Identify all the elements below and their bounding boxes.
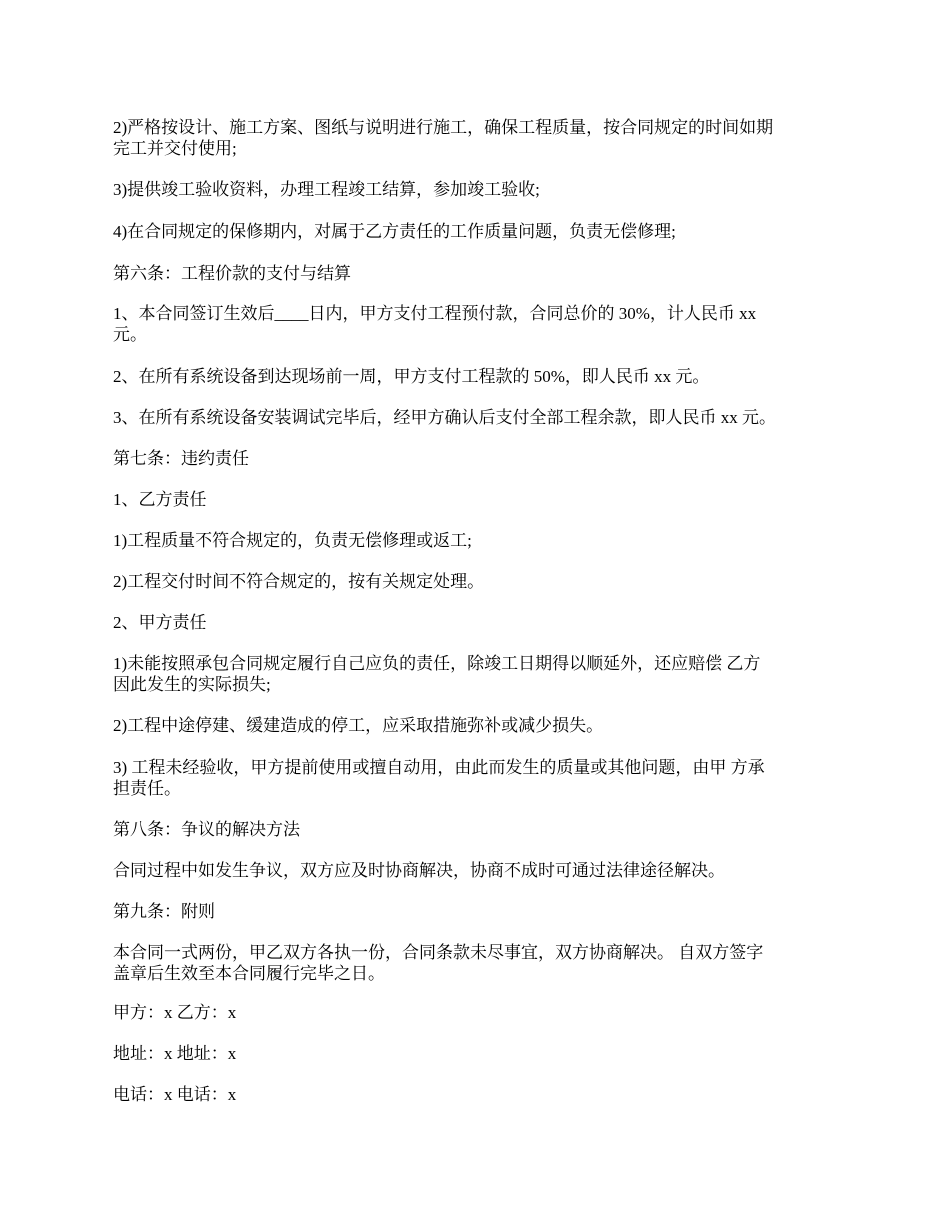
paragraph bbox=[113, 366, 843, 387]
paragraph bbox=[113, 263, 843, 284]
text-line: 2)工程交付时间不符合规定的，按有关规定处理。 bbox=[113, 572, 485, 591]
paragraph bbox=[113, 942, 843, 984]
text-line: 地址：x 地址：x bbox=[113, 1044, 237, 1063]
text-line: 2)工程中途停建、缓建造成的停工，应采取措施弥补或减少损失。 bbox=[113, 716, 604, 735]
paragraph bbox=[113, 303, 843, 345]
text-line: 1)未能按照承包合同规定履行自己应负的责任，除竣工日期得以顺延外，还应赔偿 乙方 bbox=[113, 654, 761, 673]
text-line: 本合同一式两份，甲乙双方各执一份，合同条款未尽事宜，双方协商解决。 自双方签字 bbox=[113, 943, 764, 962]
text-line: 3)提供竣工验收资料，办理工程竣工结算，参加竣工验收; bbox=[113, 180, 540, 199]
paragraph bbox=[113, 179, 843, 200]
paragraph bbox=[113, 819, 843, 840]
paragraph bbox=[113, 117, 843, 159]
paragraph bbox=[113, 715, 843, 736]
text-line: 因此发生的实际损失; bbox=[113, 675, 271, 694]
text-line: 4)在合同规定的保修期内，对属于乙方责任的工作质量问题，负责无偿修理; bbox=[113, 222, 676, 241]
paragraph bbox=[113, 860, 843, 881]
paragraph bbox=[113, 221, 843, 242]
paragraph bbox=[113, 612, 843, 633]
text-line: 1、本合同签订生效后____日内，甲方支付工程预付款，合同总价的 30%，计人民币 xx bbox=[113, 304, 757, 323]
text-line: 1、乙方责任 bbox=[113, 490, 207, 509]
paragraph bbox=[113, 901, 843, 922]
text-line: 合同过程中如发生争议，双方应及时协商解决，协商不成时可通过法律途径解决。 bbox=[113, 861, 725, 880]
text-line: 2、甲方责任 bbox=[113, 613, 207, 632]
paragraph bbox=[113, 1043, 843, 1064]
text-line: 担责任。 bbox=[113, 779, 181, 798]
paragraph bbox=[113, 757, 843, 799]
text-line: 第七条：违约责任 bbox=[113, 449, 249, 468]
text-line: 第八条：争议的解决方法 bbox=[113, 820, 300, 839]
text-line: 3) 工程未经验收，甲方提前使用或擅自动用，由此而发生的质量或其他问题，由甲 方承 bbox=[113, 758, 765, 777]
paragraph bbox=[113, 1002, 843, 1023]
text-line: 第九条：附则 bbox=[113, 902, 215, 921]
paragraph bbox=[113, 653, 843, 695]
paragraph bbox=[113, 571, 843, 592]
paragraph bbox=[113, 530, 843, 551]
paragraph bbox=[113, 489, 843, 510]
text-line: 1)工程质量不符合规定的，负责无偿修理或返工; bbox=[113, 531, 472, 550]
text-line: 3、在所有系统设备安装调试完毕后，经甲方确认后支付全部工程余款，即人民币 xx 元。 bbox=[113, 408, 776, 427]
text-line: 2、在所有系统设备到达现场前一周，甲方支付工程款的 50%，即人民币 xx 元。 bbox=[113, 367, 710, 386]
text-line: 第六条：工程价款的支付与结算 bbox=[113, 264, 351, 283]
paragraph bbox=[113, 1084, 843, 1105]
paragraph bbox=[113, 448, 843, 469]
text-line: 2)严格按设计、施工方案、图纸与说明进行施工，确保工程质量，按合同规定的时间如期 bbox=[113, 118, 774, 137]
paragraph bbox=[113, 407, 843, 428]
text-line: 元。 bbox=[113, 325, 147, 344]
text-line: 完工并交付使用; bbox=[113, 139, 237, 158]
text-line: 盖章后生效至本合同履行完毕之日。 bbox=[113, 964, 385, 983]
text-line: 甲方：x 乙方：x bbox=[113, 1003, 237, 1022]
text-line: 电话：x 电话：x bbox=[113, 1085, 237, 1104]
